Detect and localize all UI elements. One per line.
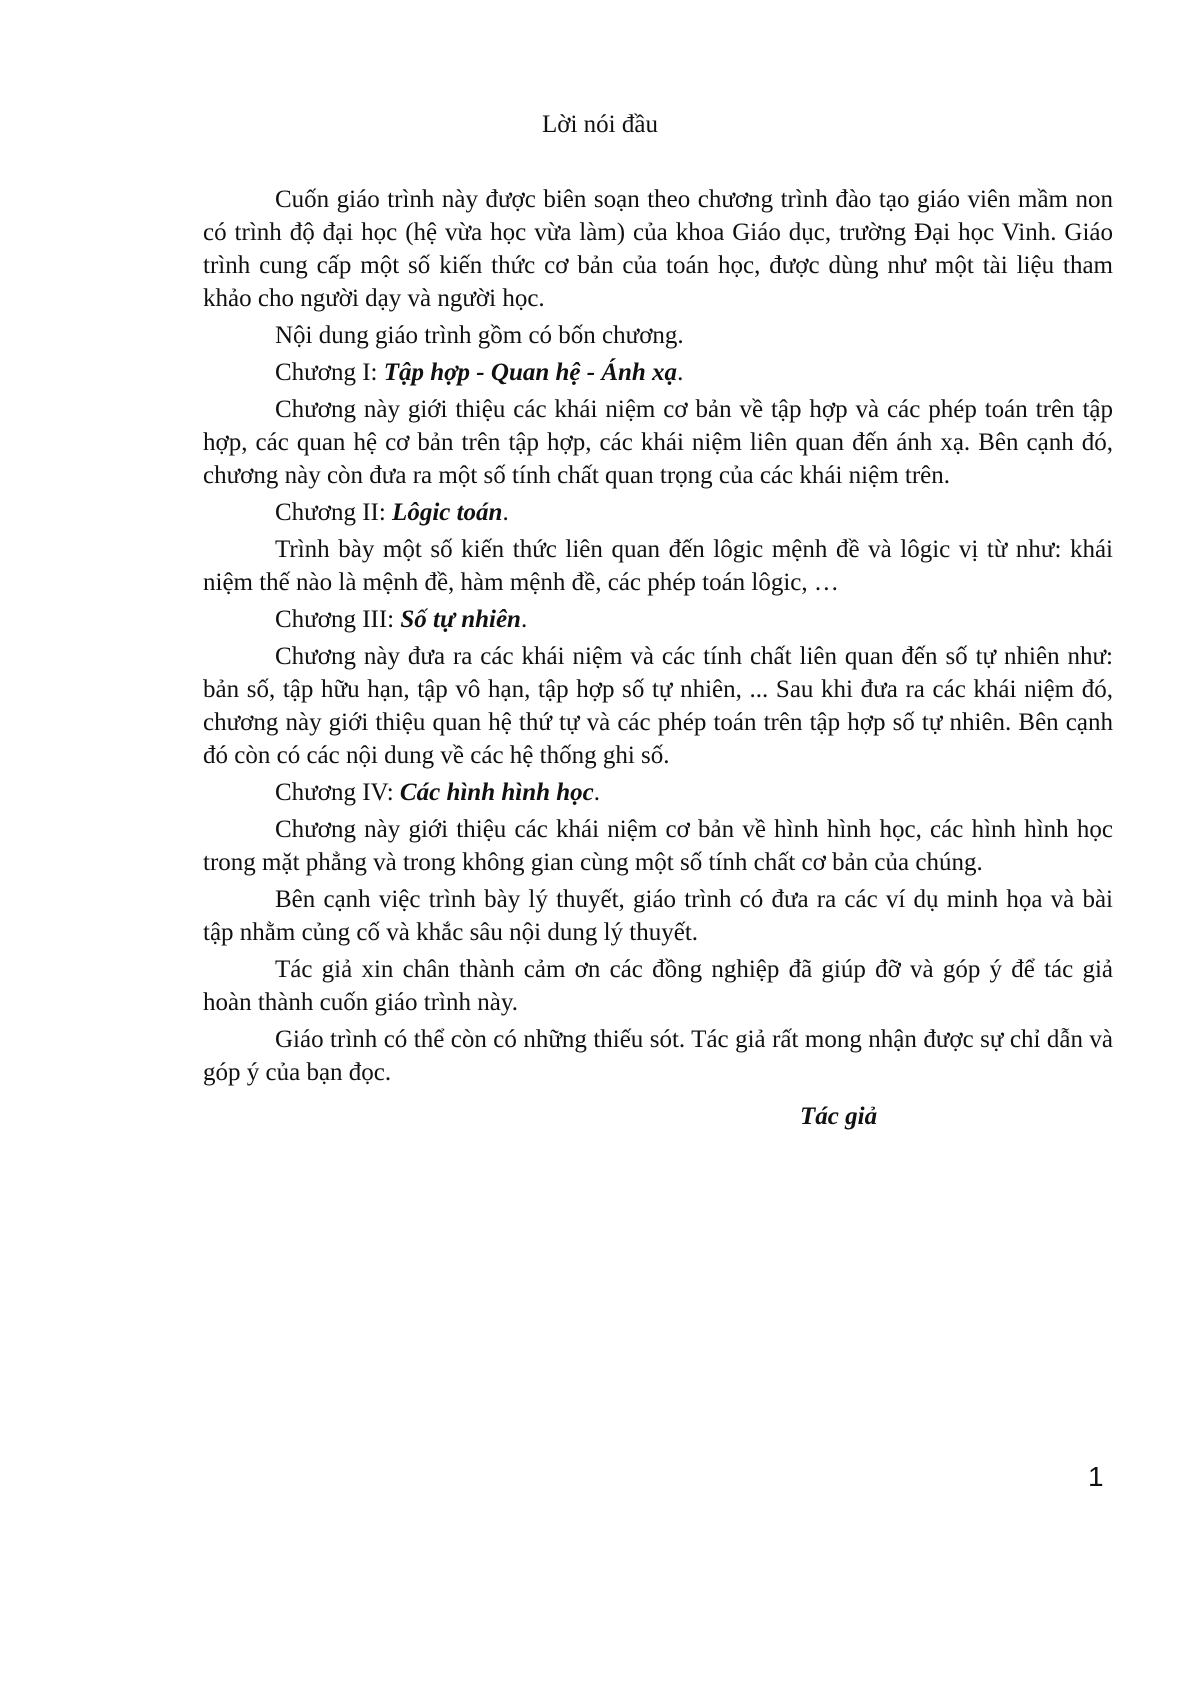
chapter-4-heading	[203, 776, 1113, 809]
body-text	[203, 183, 1113, 1093]
feedback-paragraph: Giáo trình có thể còn có những thiếu sót. Tác giả rất mong nhận được sự chỉ dẫn và góp ý của bạn đọc.	[203, 1026, 1113, 1086]
author-signature: Tác giả	[800, 1103, 878, 1130]
page-number: 1	[1088, 1461, 1104, 1492]
intro-paragraph: Cuốn giáo trình này được biên soạn theo chương trình đào tạo giáo viên mầm non có trình độ đại học (hệ vừa học vừa làm) của khoa Giáo dục, trường Đại học Vinh. Giáo trình cung cấp một số kiến thức cơ bản của toán học, được dùng như một tài liệu tham khảo cho người dạy và người học.	[203, 186, 1113, 312]
chapter-3-heading	[203, 603, 1113, 636]
chapter-3-suffix: .	[520, 606, 528, 633]
theory-examples-paragraph: Bên cạnh việc trình bày lý thuyết, giáo trình có đưa ra các ví dụ minh họa và bài tập nhằm củng cố và khắc sâu nội dung lý thuyết.	[203, 886, 1113, 946]
chapter-2-suffix: .	[502, 499, 509, 526]
chapter-3-description: Chương này đưa ra các khái niệm và các tính chất liên quan đến số tự nhiên như: bản số, tập hữu hạn, tập vô hạn, tập hợp số tự nhiên, ... Sau khi đưa ra các khái niệm đó, chương này giới thiệu quan hệ thứ tự và các phép toán trên tập hợp số tự nhiên. Bên cạnh đó còn có các nội dung về các hệ thống ghi số.	[203, 643, 1113, 769]
chapter-4-name: Các hình hình học	[399, 779, 594, 806]
chapter-1-heading	[203, 356, 1113, 389]
chapter-1-description: Chương này giới thiệu các khái niệm cơ bản về tập hợp và các phép toán trên tập hợp, các quan hệ cơ bản trên tập hợp, các khái niệm liên quan đến ánh xạ. Bên cạnh đó, chương này còn đưa ra một số tính chất quan trọng của các khái niệm trên.	[203, 396, 1113, 489]
chapter-1-name: Tập hợp - Quan hệ - Ánh xạ	[383, 359, 678, 386]
chapter-2-description: Trình bày một số kiến thức liên quan đến lôgic mệnh đề và lôgic vị từ như: khái niệm thế nào là mệnh đề, hàm mệnh đề, các phép toán lôgic, …	[203, 536, 1113, 596]
acknowledgement-paragraph: Tác giả xin chân thành cảm ơn các đồng nghiệp đã giúp đỡ và góp ý để tác giả hoàn thành cuốn giáo trình này.	[203, 956, 1113, 1016]
chapter-4-description: Chương này giới thiệu các khái niệm cơ bản về hình hình học, các hình hình học trong mặt phẳng và trong không gian cùng một số tính chất cơ bản của chúng.	[203, 816, 1113, 876]
chapter-3-prefix: Chương III:	[275, 606, 401, 633]
chapter-4-suffix: .	[593, 779, 601, 806]
content-overview-paragraph: Nội dung giáo trình gồm có bốn chương.	[275, 322, 684, 349]
chapter-1-prefix: Chương I:	[275, 359, 384, 386]
chapter-1-suffix: .	[677, 359, 684, 386]
chapter-2-prefix: Chương II:	[275, 499, 393, 526]
chapter-3-name: Số tự nhiên	[400, 606, 521, 633]
chapter-4-prefix: Chương IV:	[275, 779, 400, 806]
page-title: Lời nói đầu	[542, 111, 658, 138]
chapter-2-name: Lôgic toán	[392, 499, 503, 526]
chapter-2-heading	[203, 496, 1113, 529]
